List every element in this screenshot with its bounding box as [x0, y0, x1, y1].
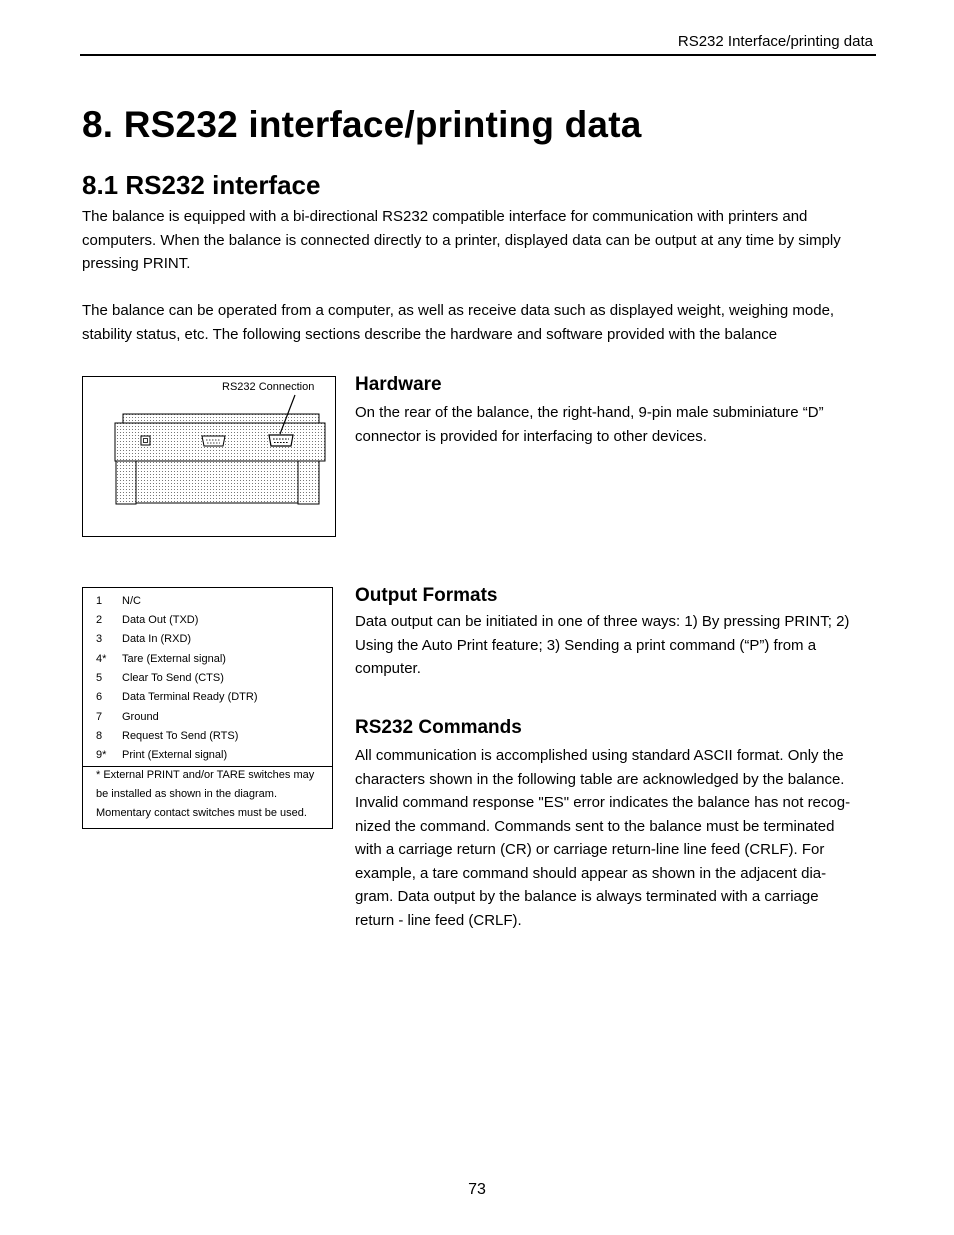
text-line: computer. [355, 660, 421, 677]
pin-assignment-table [82, 587, 333, 829]
pin-row: 3 Data In (RXD) [96, 633, 192, 645]
section-title: 8.1 RS232 interface [82, 170, 321, 200]
pin-note-line: be installed as shown in the diagram. [96, 788, 277, 800]
pin-row: 8 Request To Send (RTS) [96, 730, 239, 742]
figure-caption: RS232 Connection [222, 381, 315, 393]
text-line: All communication is accomplished using standard ASCII format. Only the [355, 747, 844, 764]
pin-note-line: Momentary contact switches must be used. [96, 807, 307, 819]
running-header-text: RS232 Interface/printing data [677, 33, 873, 50]
page-number: 73 [468, 1181, 486, 1198]
text-line: return - line feed (CRLF). [355, 911, 522, 929]
output-formats-title: Output Formats [355, 585, 498, 606]
pin-row: 6 Data Terminal Ready (DTR) [96, 691, 258, 703]
text-line: with a carriage return (CR) or carriage return-line line feed (CRLF). For [355, 841, 825, 858]
pin-row: 5 Clear To Send (CTS) [96, 672, 224, 684]
chapter-title: 8. RS232 interface/printing data [82, 104, 642, 145]
balance-rear-illustration [83, 377, 337, 538]
pin-row: 4* Tare (External signal) [96, 653, 226, 665]
pin-row: 1 N/C [96, 595, 141, 607]
intro-paragraph-2: The balance can be operated from a computer, as well as receive data such as displayed weight, weighing mode, stability status, etc. The following sections describe the hardware and software provided with the balance [82, 302, 835, 343]
text-line: gram. Data output by the balance is always terminated with a carriage [355, 888, 819, 905]
text-line: Invalid command response "ES" error indicates the balance has not recog- [355, 794, 851, 811]
rs232-connection-figure [82, 376, 336, 537]
running-header [80, 30, 876, 56]
hardware-title: Hardware [355, 374, 442, 395]
pin-note-line: * External PRINT and/or TARE switches may [96, 769, 315, 781]
output-formats-text [355, 610, 875, 681]
text-line: nized the command. Commands sent to the balance must be terminated [355, 817, 835, 835]
intro-paragraph-1: The balance is equipped with a bi-directional RS232 compatible interface for communication with printers and computers. When the balance is connected directly to a printer, displayed data can be output at any time by simply pressing PRINT. [82, 208, 841, 272]
pin-row: 9* Print (External signal) [96, 749, 228, 761]
text-line: Data output can be initiated in one of three ways: 1) By pressing PRINT; 2) [355, 613, 850, 630]
pin-row: 2 Data Out (TXD) [96, 614, 199, 626]
text-line: example, a tare command should appear as shown in the adjacent dia- [355, 864, 827, 882]
hardware-text: On the rear of the balance, the right-hand, 9-pin male subminiature “D” connector is provided for interfacing to other devices. [355, 404, 824, 445]
rs232-commands-title: RS232 Commands [355, 717, 522, 738]
text-line: characters shown in the following table are acknowledged by the balance. [355, 770, 845, 788]
text-line: Using the Auto Print feature; 3) Sending a print command (“P”) from a [355, 636, 817, 654]
pin-row: 7 Ground [96, 711, 159, 723]
rs232-commands-text [355, 744, 875, 932]
